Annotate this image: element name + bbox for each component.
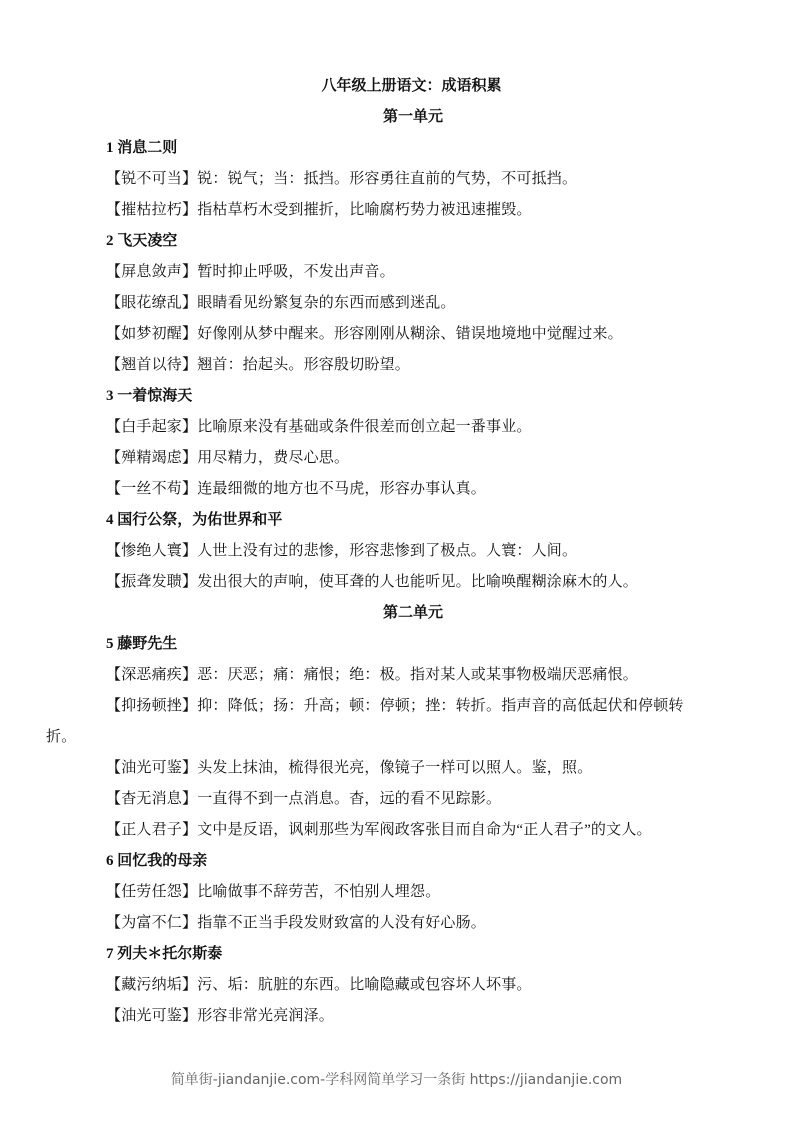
idiom-term: 【殚精竭虑】 <box>106 450 198 466</box>
document-title: 八年级上册语文：成语积累 <box>321 78 502 94</box>
idiom-definition: 指枯草朽木受到摧折，比喻腐朽势力被迅速摧毁。 <box>197 202 532 218</box>
idiom-term: 【如梦初醒】 <box>106 326 198 342</box>
idiom-definition: 恶：厌恶；痛：痛恨；绝：极。指对某人或某事物极端厌恶痛恨。 <box>197 667 639 683</box>
idiom-term: 【一丝不苟】 <box>106 481 198 497</box>
idiom-definition: 比喻做事不辞劳苦，不怕别人埋怨。 <box>197 884 441 900</box>
idiom-entry <box>76 820 720 851</box>
idiom-definition: 文中是反语，讽刺那些为军阀政客张目而自命为“正人君子”的文人。 <box>197 822 652 838</box>
idiom-definition: 一直得不到一点消息。杳，远的看不见踪影。 <box>197 791 502 807</box>
idiom-definition: 头发上抹油，梳得很光亮，像镜子一样可以照人。鉴，照。 <box>197 760 593 776</box>
idiom-term: 【杳无消息】 <box>106 791 198 807</box>
idiom-definition: 翘首：抬起头。形容殷切盼望。 <box>197 357 411 373</box>
idiom-entry <box>76 169 720 200</box>
idiom-definition: 好像刚从梦中醒来。形容刚刚从糊涂、错误地境地中觉醒过来。 <box>197 326 623 342</box>
idiom-definition: 用尽精力，费尽心思。 <box>197 450 350 466</box>
idiom-definition: 人世上没有过的悲惨，形容悲惨到了极点。人寰：人间。 <box>197 543 578 559</box>
idiom-entry <box>76 324 720 355</box>
idiom-term: 【为富不仁】 <box>106 915 198 931</box>
lesson-title: 1 消息二则 <box>106 140 178 156</box>
idiom-entry <box>76 262 720 293</box>
unit-title: 第二单元 <box>382 605 443 621</box>
idiom-entry <box>76 541 720 572</box>
idiom-term: 【翘首以待】 <box>106 357 198 373</box>
idiom-entry <box>76 913 720 944</box>
idiom-entry <box>76 789 720 820</box>
idiom-definition: 眼睛看见纷繁复杂的东西而感到迷乱。 <box>197 295 456 311</box>
idiom-entry <box>76 448 720 479</box>
lesson-title: 7 列夫＊托尔斯泰 <box>106 946 223 962</box>
unit-title: 第一单元 <box>382 109 443 125</box>
idiom-term: 【锐不可当】 <box>106 171 198 187</box>
idiom-entry <box>76 417 720 448</box>
idiom-term: 【藏污纳垢】 <box>106 977 198 993</box>
idiom-term: 【摧枯拉朽】 <box>106 202 198 218</box>
idiom-entry <box>76 200 720 231</box>
idiom-entry <box>76 355 720 386</box>
idiom-term: 【屏息敛声】 <box>106 264 198 280</box>
lesson-title: 5 藤野先生 <box>106 636 178 652</box>
idiom-entry-continuation: 折。 <box>46 729 77 745</box>
idiom-term: 【抑扬顿挫】 <box>106 698 198 714</box>
idiom-definition: 暂时抑止呼吸，不发出声音。 <box>197 264 395 280</box>
document-body <box>46 107 720 1037</box>
idiom-entry <box>76 1006 720 1037</box>
page-footer-watermark: 简单街-jiandanjie.com-学科网简单学习一条街 https://jiandanjie.com <box>170 1072 623 1088</box>
idiom-entry <box>76 665 720 696</box>
idiom-entry <box>76 479 720 510</box>
idiom-definition: 指靠不正当手段发财致富的人没有好心肠。 <box>197 915 487 931</box>
idiom-entry <box>76 293 720 324</box>
idiom-definition: 污、垢：肮脏的东西。比喻隐藏或包容坏人坏事。 <box>197 977 532 993</box>
idiom-term: 【油光可鉴】 <box>106 1008 198 1024</box>
lesson-title: 4 国行公祭，为佑世界和平 <box>106 512 283 528</box>
idiom-definition: 锐：锐气；当：抵挡。形容勇往直前的气势，不可抵挡。 <box>197 171 578 187</box>
idiom-term: 【眼花缭乱】 <box>106 295 198 311</box>
idiom-definition: 比喻原来没有基础或条件很差而创立起一番事业。 <box>197 419 532 435</box>
idiom-term: 【深恶痛疾】 <box>106 667 198 683</box>
idiom-term: 【白手起家】 <box>106 419 198 435</box>
lesson-title: 6 回忆我的母亲 <box>106 853 208 869</box>
idiom-definition: 发出很大的声响，使耳聋的人也能听见。比喻唤醒糊涂麻木的人。 <box>197 574 639 590</box>
idiom-term: 【任劳任怨】 <box>106 884 198 900</box>
idiom-definition: 抑：降低；扬：升高；顿：停顿；挫：转折。指声音的高低起伏和停顿转 <box>197 698 684 714</box>
lesson-title: 2 飞天凌空 <box>106 233 178 249</box>
idiom-entry <box>76 758 720 789</box>
idiom-term: 【正人君子】 <box>106 822 198 838</box>
idiom-term: 【惨绝人寰】 <box>106 543 198 559</box>
idiom-term: 【油光可鉴】 <box>106 760 198 776</box>
idiom-term: 【振聋发聩】 <box>106 574 198 590</box>
idiom-definition: 形容非常光亮润泽。 <box>197 1008 335 1024</box>
lesson-title: 3 一着惊海天 <box>106 388 193 404</box>
idiom-entry <box>76 882 720 913</box>
idiom-definition: 连最细微的地方也不马虎，形容办事认真。 <box>197 481 487 497</box>
idiom-entry <box>76 975 720 1006</box>
idiom-entry <box>76 572 720 603</box>
